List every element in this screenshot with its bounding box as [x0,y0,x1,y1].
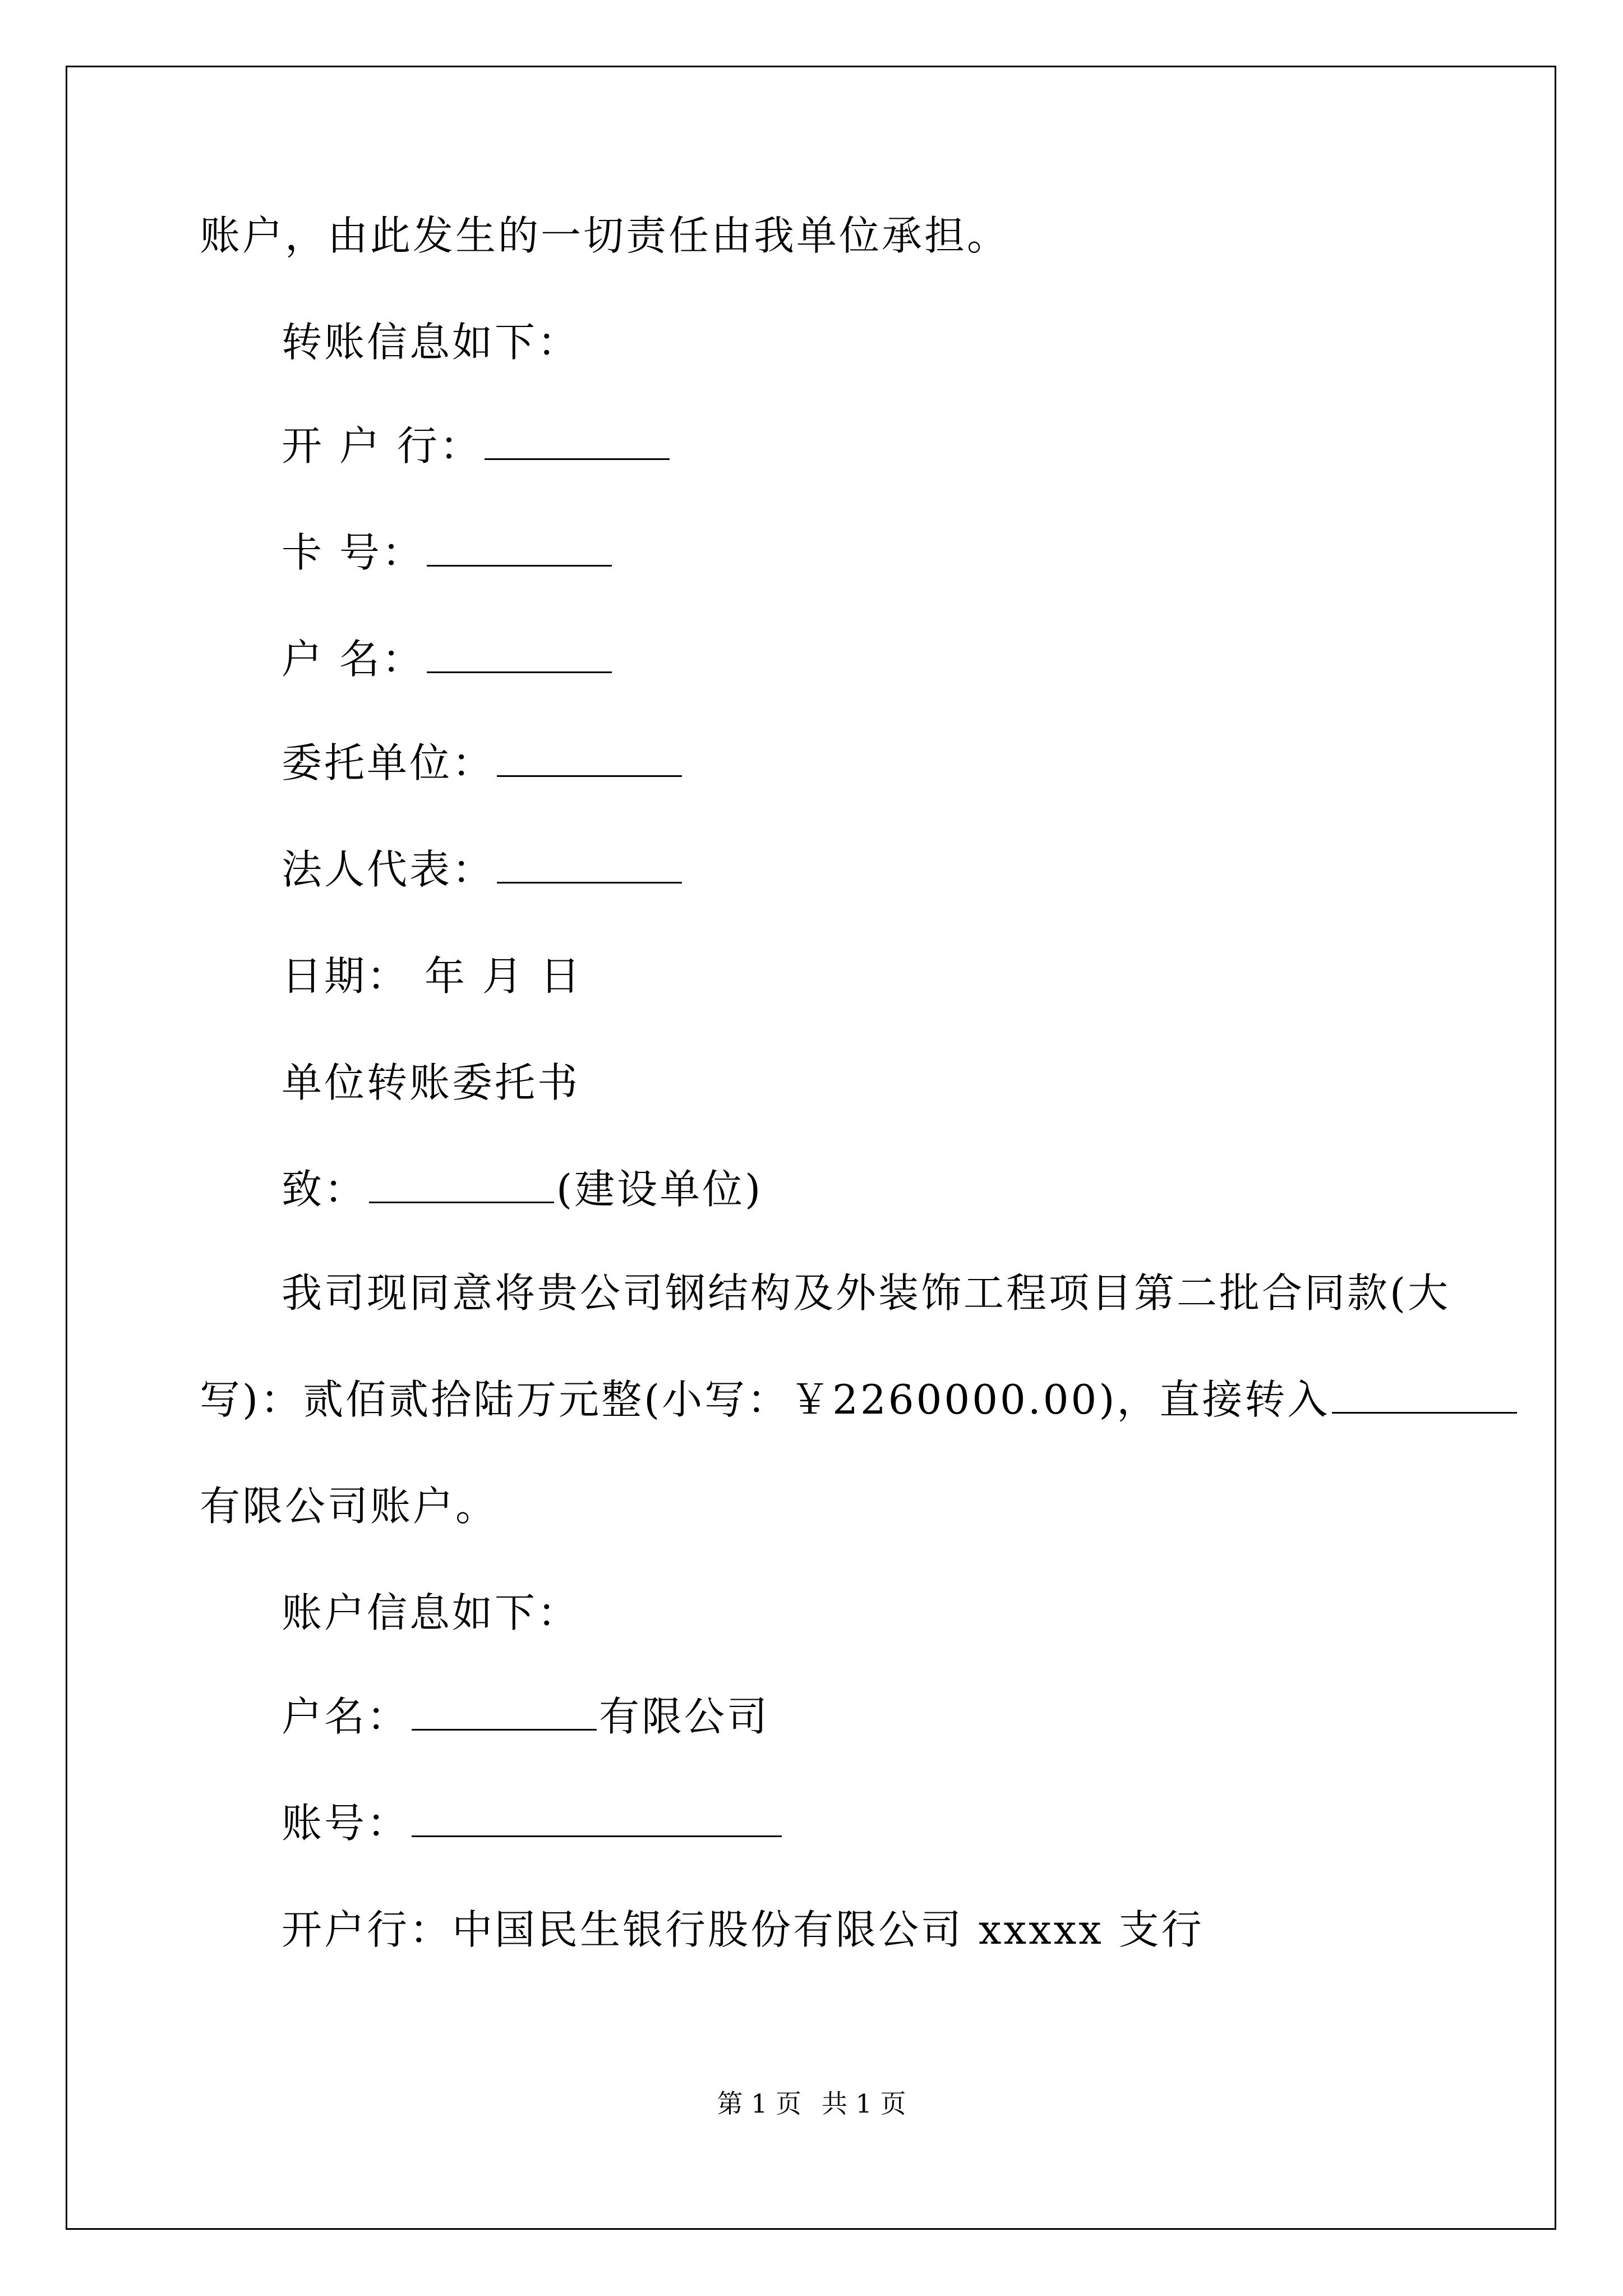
transfer-info-heading: 转账信息如下： [282,319,580,366]
body-paragraph-line-3: 有限公司账户。 [200,1483,499,1530]
card-number-blank [427,530,612,567]
entrusting-unit-label: 委托单位： [282,739,495,786]
body-paragraph-line-1: 我司现同意将贵公司钢结构及外装饰工程项目第二批合同款(大 [282,1269,1451,1317]
bank-field-row [282,418,672,474]
addressee-row [282,1161,763,1217]
account-name-blank [427,637,612,673]
amount-text: 写)：贰佰贰拾陆万元整(小写：￥2260000.00)，直接转入 [200,1376,1330,1423]
body-paragraph-line-2 [200,1372,1519,1428]
payee-name-suffix: 有限公司 [599,1693,770,1740]
payee-name-blank [412,1694,597,1731]
document-title: 单位转账委托书 [282,1059,580,1106]
bank-label: 开 户 行： [282,422,482,470]
payee-account-blank [412,1801,782,1837]
account-info-heading: 账户信息如下： [282,1589,580,1636]
payee-bank-line: 开户行：中国民生银行股份有限公司 xxxxx 支行 [282,1906,1204,1953]
card-number-row [282,524,614,581]
text-line-responsibility: 账户，由此发生的一切责任由我单位承担。 [200,212,1010,259]
addressee-suffix: (建设单位) [556,1166,763,1213]
bank-blank [485,424,670,460]
entrusting-unit-blank [497,740,682,777]
page-total: 共 1 页 [822,2088,906,2119]
date-line: 日期： 年 月 日 [282,953,583,1000]
payee-blank [1332,1377,1517,1414]
payee-account-label: 账号： [282,1800,410,1847]
payee-name-row [282,1688,769,1745]
addressee-label: 致： [282,1166,367,1213]
addressee-blank [369,1167,554,1203]
legal-rep-row [282,841,684,898]
entrusting-unit-row [282,735,684,791]
legal-rep-label: 法人代表： [282,846,495,893]
payee-name-label: 户名： [282,1693,410,1740]
page-footer [0,2087,1623,2120]
page-number: 第 1 页 [717,2088,801,2119]
payee-account-row [282,1795,784,1851]
account-name-row [282,631,614,687]
legal-rep-blank [497,847,682,884]
account-name-label: 户 名： [282,636,425,683]
card-number-label: 卡 号： [282,529,425,576]
